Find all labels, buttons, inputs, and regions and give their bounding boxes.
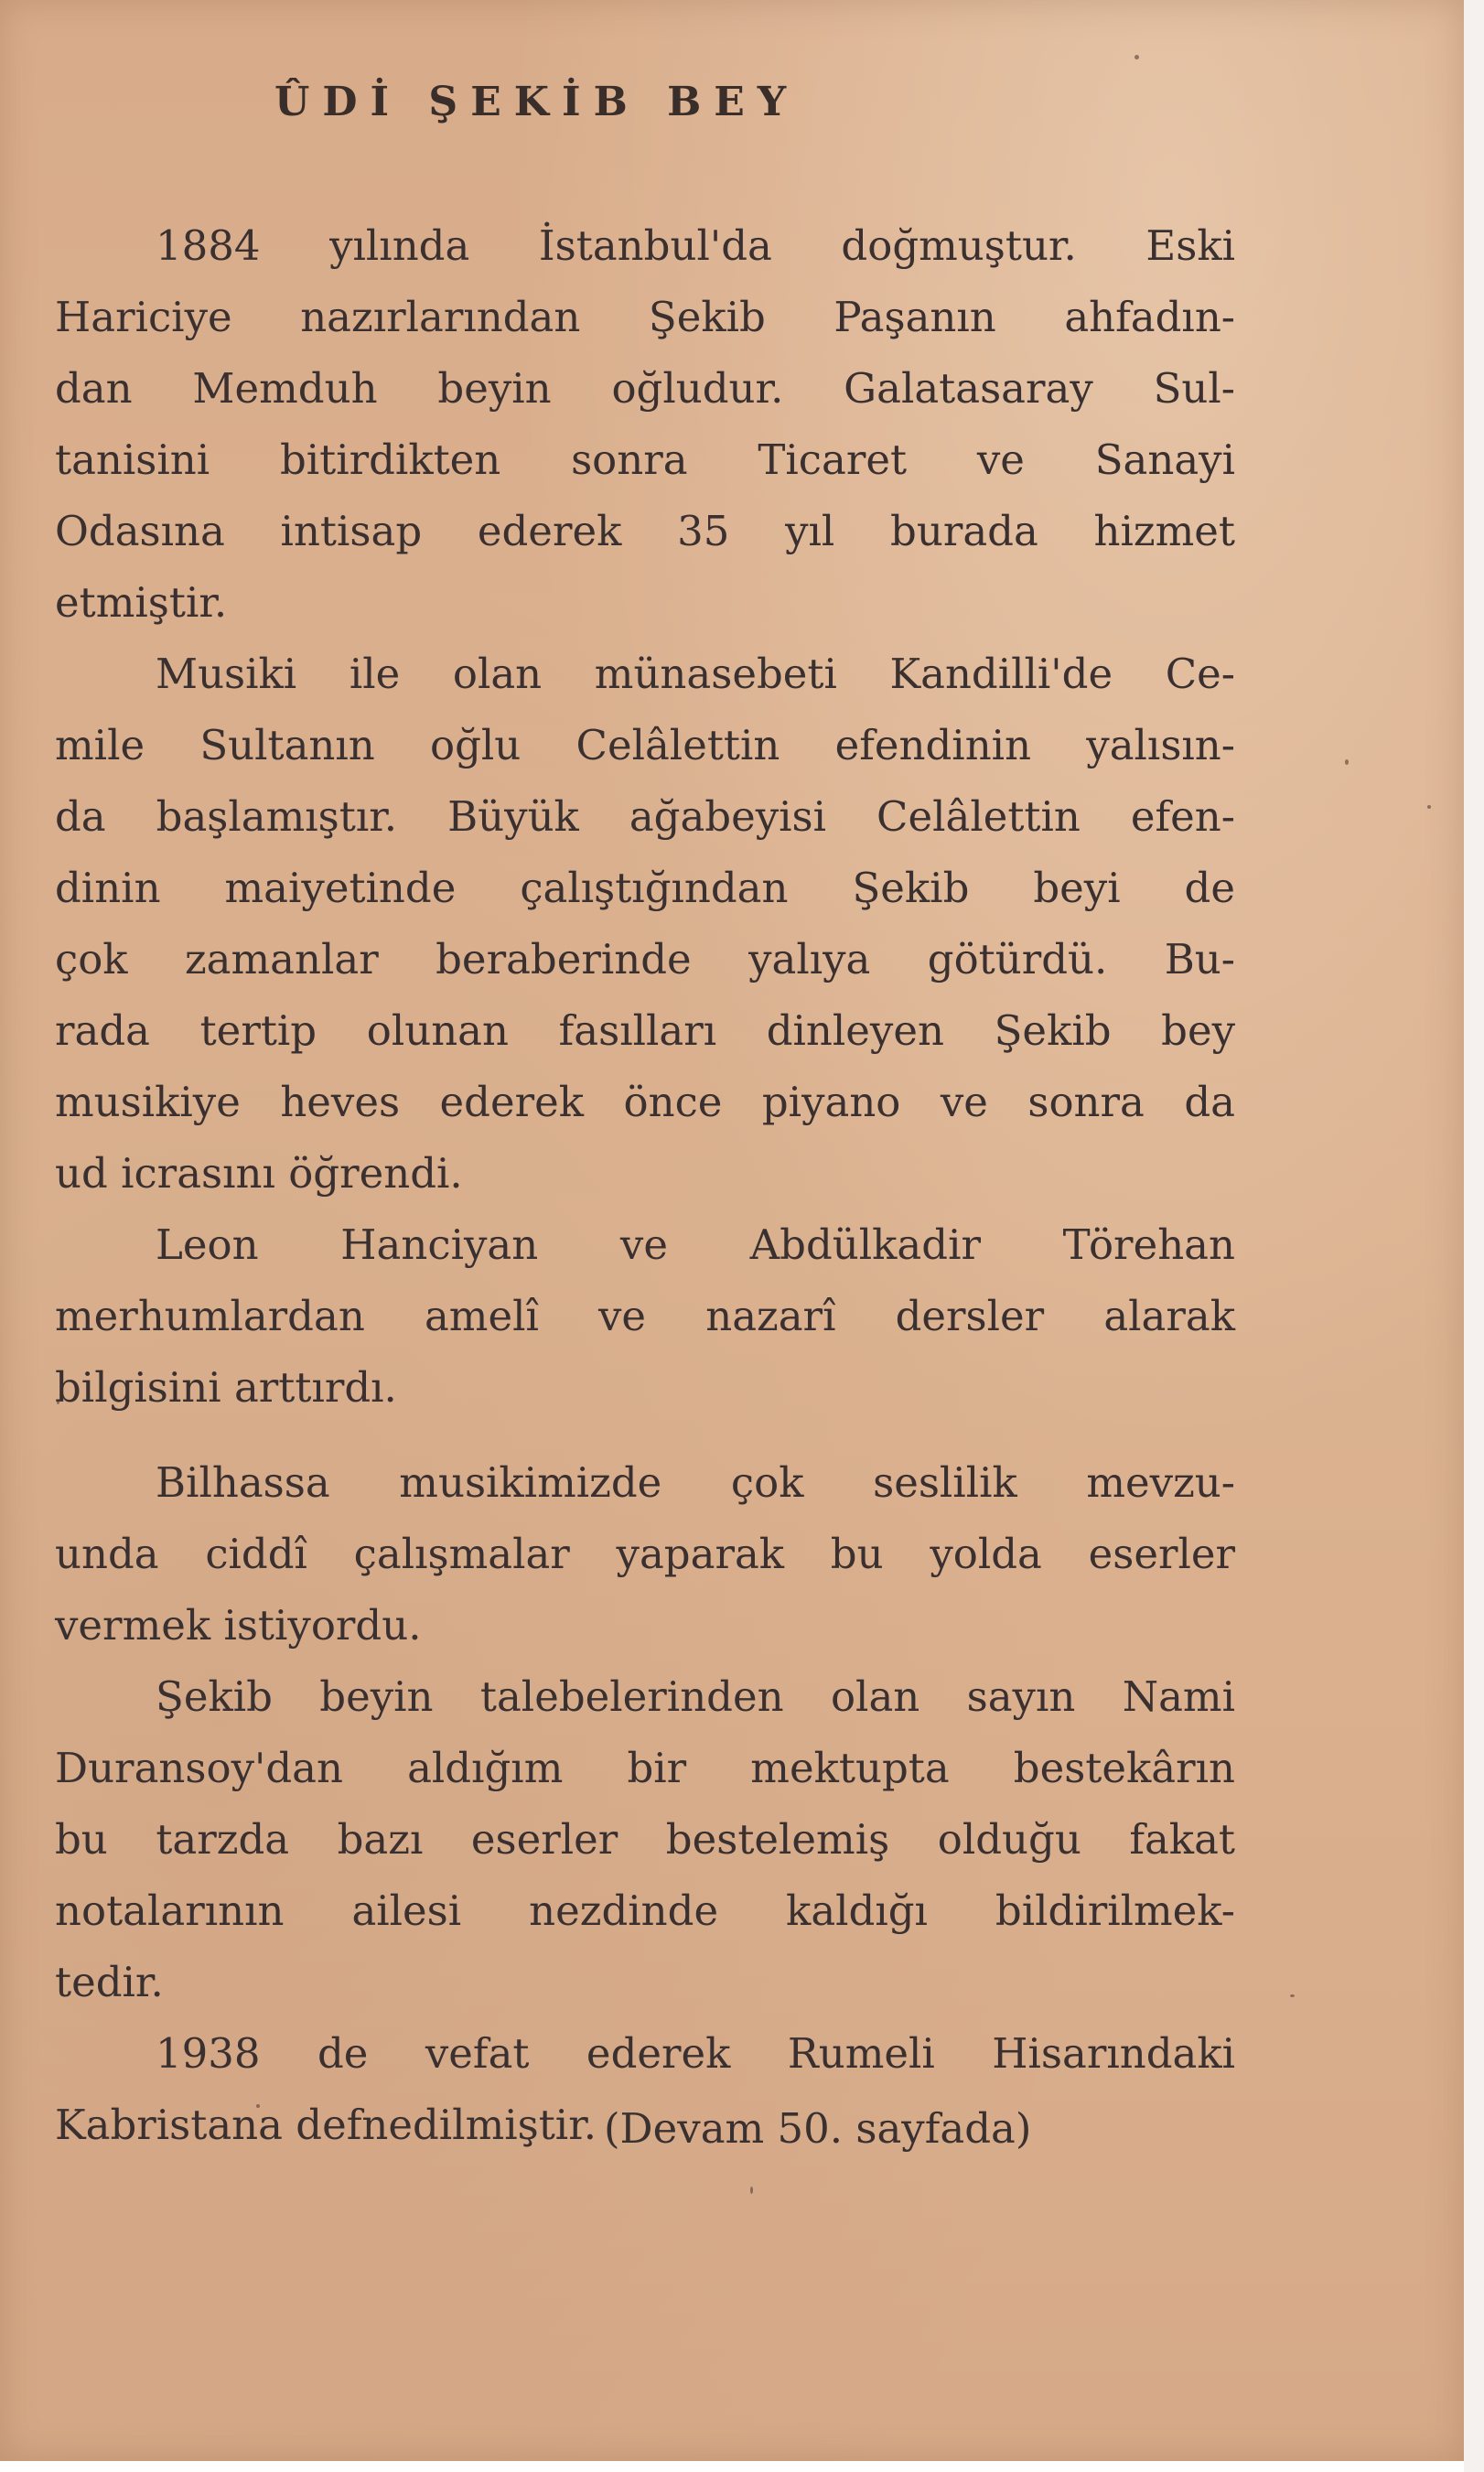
text-line: Hariciye nazırlarından Şekib Paşanın ahfadın-	[55, 293, 1235, 341]
continuation-note: (Devam 50. sayfada)	[604, 2104, 1032, 2153]
paragraph	[55, 1661, 1235, 2018]
paragraph	[55, 1447, 1235, 1661]
ink-speck	[750, 2187, 753, 2194]
text-line: Duransoy'dan aldığım bir mektupta bestekârın	[55, 1744, 1235, 1792]
text-line: musikiye heves ederek önce piyano ve sonra da	[55, 1078, 1235, 1126]
article-title: ÛDİ ŞEKİB BEY	[274, 79, 800, 125]
text-line: Kabristana defnedilmiştir.	[55, 2101, 597, 2149]
text-line: tedir.	[55, 1958, 164, 2006]
text-line: ud icrasını öğrendi.	[55, 1149, 463, 1198]
paragraph-gap	[55, 1424, 1235, 1447]
ink-speck	[1427, 805, 1431, 809]
text-line: Musiki ile olan münasebeti Kandilli'de Ce-	[156, 650, 1235, 698]
text-line: dinin maiyetinde çalıştığından Şekib beyi de	[55, 864, 1235, 912]
text-line: Leon Hanciyan ve Abdülkadir Törehan	[156, 1220, 1235, 1269]
text-line: 1884 yılında İstanbul'da doğmuştur. Eski	[156, 221, 1235, 270]
text-line: dan Memduh beyin oğludur. Galatasaray Sul-	[55, 364, 1235, 413]
text-line: mile Sultanın oğlu Celâlettin efendinin yalısın-	[55, 721, 1235, 769]
text-line: merhumlardan amelî ve nazarî dersler alarak	[55, 1292, 1235, 1340]
text-line: da başlamıştır. Büyük ağabeyisi Celâlettin efen-	[55, 792, 1235, 841]
text-line: Şekib beyin talebelerinden olan sayın Nami	[156, 1672, 1235, 1721]
text-line: çok zamanlar beraberinde yalıya götürdü. Bu-	[55, 935, 1235, 983]
paragraph	[55, 210, 1235, 639]
paragraph	[55, 1209, 1235, 1424]
scan-margin	[1464, 0, 1484, 2472]
article-body	[55, 210, 1235, 2161]
ink-speck	[1345, 759, 1349, 765]
text-line: vermek istiyordu.	[55, 1601, 422, 1650]
text-line: notalarının ailesi nezdinde kaldığı bildirilmek-	[55, 1886, 1235, 1935]
text-line: tanisini bitirdikten sonra Ticaret ve Sanayi	[55, 435, 1235, 484]
ink-speck	[1135, 55, 1139, 59]
ink-speck	[1290, 1994, 1295, 1997]
text-line: Odasına intisap ederek 35 yıl burada hizmet	[55, 507, 1235, 555]
text-line: bilgisini arttırdı.	[55, 1363, 397, 1412]
text-line: bu tarzda bazı eserler bestelemiş olduğu fakat	[55, 1815, 1235, 1864]
paragraph	[55, 639, 1235, 1209]
text-line: rada tertip olunan fasılları dinleyen Şekib bey	[55, 1006, 1235, 1055]
text-line: etmiştir.	[55, 578, 228, 627]
text-line: unda ciddî çalışmalar yaparak bu yolda eserler	[55, 1530, 1235, 1578]
text-line: Bilhassa musikimizde çok seslilik mevzu-	[156, 1458, 1235, 1507]
text-line: 1938 de vefat ederek Rumeli Hisarındaki	[156, 2029, 1235, 2078]
